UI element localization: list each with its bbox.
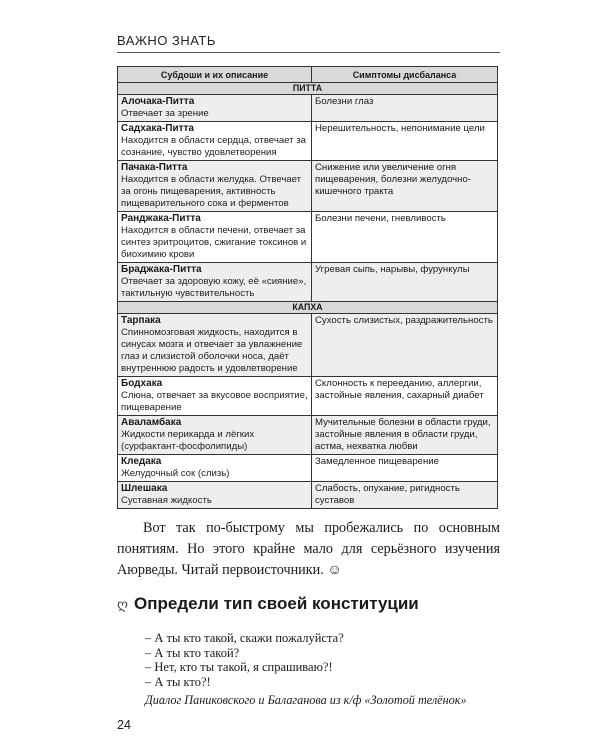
subdosha-name: Тарпака [121, 315, 161, 326]
symptoms-cell: Замедленное пищеварение [312, 455, 498, 482]
epigraph-dialog [145, 631, 505, 689]
subdosha-cell [118, 263, 312, 302]
subdosha-description: Отвечает за здоровую кожу, её «сияние», тактильную чувствительность [121, 276, 307, 299]
subdosha-name: Аваламбака [121, 417, 182, 428]
table-row [118, 314, 498, 377]
subdosha-name: Алочака-Питта [121, 96, 195, 107]
table-row [118, 263, 498, 302]
subdosha-cell [118, 416, 312, 455]
subdosha-description: Слюна, отвечает за вкусовое восприятие, пищеварение [121, 390, 308, 413]
section-row-pitta [118, 83, 498, 95]
subdosha-description: Находится в области печени, отвечает за синтез эритроцитов, сжигание токсинов и биохимию крови [121, 225, 307, 260]
subdosha-description: Суставная жидкость [121, 495, 212, 506]
symptoms-cell: Сухость слизистых, раздражительность [312, 314, 498, 377]
section-heading [117, 594, 507, 614]
subdosha-cell [118, 212, 312, 263]
symptoms-cell: Мучительные болезни в области груди, застойные явления в области груди, астма, нехватка любви [312, 416, 498, 455]
subdosha-table [117, 66, 498, 509]
running-header: ВАЖНО ЗНАТЬ [117, 33, 216, 48]
dialog-line: – А ты кто такой, скажи пожалуйста? [145, 631, 344, 645]
subdosha-name: Ранджака-Питта [121, 213, 201, 224]
header-rule [117, 52, 500, 53]
symptoms-cell: Угревая сыпь, нарывы, фурункулы [312, 263, 498, 302]
subdosha-name: Пачака-Питта [121, 162, 188, 173]
table-header-row [118, 67, 498, 83]
subdosha-description: Жидкости перикарда и лёгких (сурфактант-фосфолипиды) [121, 429, 255, 452]
subdosha-name: Шлешака [121, 483, 168, 494]
symptoms-cell: Слабость, опухание, ригидность суставов [312, 482, 498, 509]
page-number: 24 [117, 718, 131, 732]
dialog-line: – А ты кто такой? [145, 645, 240, 660]
symptoms-cell: Болезни печени, гневливость [312, 212, 498, 263]
symptoms-cell: Снижение или увеличение огня пищеварения, болезни желудочно-кишечного тракта [312, 161, 498, 212]
dialog-line: – А ты кто?! [145, 674, 211, 689]
subdosha-description: Отвечает за зрение [121, 108, 209, 119]
epigraph-attribution: Диалог Паниковского и Балаганова из к/ф «Золотой телёнок» [145, 693, 467, 707]
section-row-kapha [118, 302, 498, 314]
subdosha-description: Желудочный сок (слизь) [121, 468, 230, 479]
subdosha-cell [118, 314, 312, 377]
subdosha-name: Садхака-Питта [121, 123, 194, 134]
ornament-icon: ღ [117, 595, 129, 612]
table-row [118, 377, 498, 416]
table-row [118, 161, 498, 212]
subdosha-cell [118, 455, 312, 482]
table-row [118, 95, 498, 122]
symptoms-cell: Болезни глаз [312, 95, 498, 122]
subdosha-cell [118, 122, 312, 161]
table-row [118, 482, 498, 509]
subdosha-description: Спинномозговая жидкость, находится в синусах мозга и отвечает за увлажнение глаз и слизистой оболочки носа, даёт внутреннюю радость и удовлетворение [121, 327, 303, 374]
dialog-line: – Нет, кто ты такой, я спрашиваю?! [145, 660, 333, 674]
subdosha-cell [118, 161, 312, 212]
subdosha-name: Браджака-Питта [121, 264, 202, 275]
section-heading-text: Определи тип своей конституции [134, 594, 419, 613]
table-row [118, 122, 498, 161]
subdosha-description: Находится в области сердца, отвечает за сознание, чувство удовлетворения [121, 135, 306, 158]
table-row [118, 455, 498, 482]
column-header-subdoshas: Субдоши и их описание [118, 67, 312, 83]
symptoms-cell: Склонность к перееданию, аллергии, застойные явления, сахарный диабет [312, 377, 498, 416]
column-header-symptoms: Симптомы дисбаланса [312, 67, 498, 83]
subdosha-cell [118, 482, 312, 509]
subdosha-name: Кледака [121, 456, 162, 467]
section-label: КАПХА [118, 302, 498, 314]
subdosha-description: Находится в области желудка. Отвечает за огонь пищеварения, активность пищеварительного сока и ферментов [121, 174, 302, 209]
table-row [118, 416, 498, 455]
subdosha-cell [118, 95, 312, 122]
table-row [118, 212, 498, 263]
section-label: ПИТТА [118, 83, 498, 95]
subdosha-cell [118, 377, 312, 416]
subdosha-name: Бодхака [121, 378, 163, 389]
symptoms-cell: Нерешительность, непонимание цели [312, 122, 498, 161]
body-paragraph: Вот так по-быстрому мы пробежались по основным понятиям. Но этого крайне мало для серьёзного изучения Аюрведы. Читай первоисточники. ☺ [117, 520, 500, 578]
